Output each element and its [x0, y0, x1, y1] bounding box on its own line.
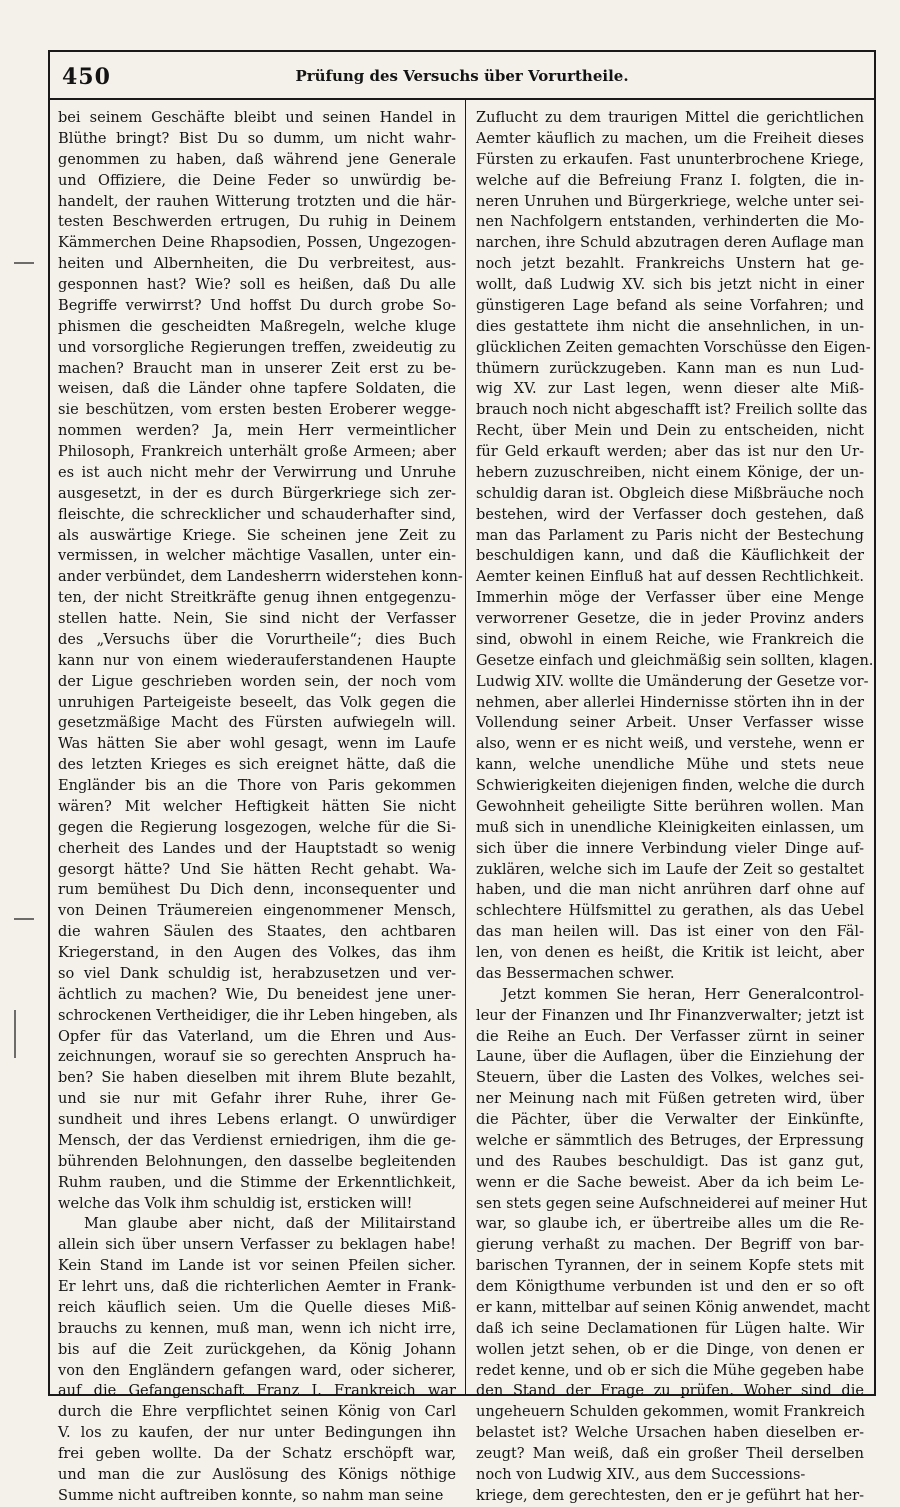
text-line: allein sich über unsern Verfasser zu beklagen habe! — [58, 1236, 456, 1254]
text-line: den Stand der Frage zu prüfen. Woher sind die — [476, 1382, 864, 1400]
text-line: Fürsten zu erkaufen. Fast ununterbrochene Kriege, — [476, 150, 864, 168]
text-line: zeichnungen, worauf sie so gerechten Anspruch ha- — [58, 1048, 456, 1066]
text-line: barischen Tyrannen, der in seinem Kopfe stets mit — [476, 1257, 864, 1275]
text-line: für Geld erkauft werden; aber das ist nur den Ur- — [476, 443, 864, 460]
text-line: schuldig daran ist. Obgleich diese Mißbräuche noch — [476, 484, 864, 502]
text-line: Blüthe bringt? Bist Du so dumm, um nicht wahr- — [58, 129, 456, 147]
text-line: und sie nur mit Gefahr ihrer Ruhe, ihrer Ge- — [58, 1090, 456, 1108]
text-line: welche er sämmtlich des Betruges, der Erpressung — [476, 1131, 864, 1149]
text-line: als auswärtige Kriege. Sie scheinen jene Zeit zu — [58, 526, 456, 544]
text-line: handelt, der rauhen Witterung trotzten und die här- — [58, 192, 456, 210]
text-line: Ludwig XIV. wollte die Umänderung der Gesetze vor- — [476, 672, 869, 690]
text-line: wollen jetzt sehen, ob er die Dinge, von denen er — [476, 1340, 864, 1358]
text-line: stellen hatte. Nein, Sie sind nicht der Verfasser — [58, 610, 456, 627]
text-line: weisen, daß die Länder ohne tapfere Soldaten, die — [58, 380, 456, 398]
text-line: nehmen, aber allerlei Hindernisse störten ihn in der — [476, 693, 864, 711]
text-line: bis auf die Zeit zurückgehen, da König Johann — [58, 1340, 456, 1358]
page-number: 450 — [62, 64, 111, 90]
text-line: kann nur von einem wiederauferstandenen Haupte — [58, 651, 456, 669]
text-line: ausgesetzt, in der es durch Bürgerkriege sich zer- — [58, 484, 456, 502]
text-line: und vorsorgliche Regierungen treffen, zweideutig zu — [58, 338, 456, 356]
text-line: bestehen, wird der Verfasser doch gestehen, daß — [476, 505, 864, 523]
text-line: Kein Stand im Lande ist vor seinen Pfeilen sicher. — [58, 1257, 456, 1275]
text-line: Recht, über Mein und Dein zu entscheiden, nicht — [476, 422, 864, 440]
text-line: also, wenn er es nicht weiß, und verstehe, wenn er — [476, 735, 864, 753]
text-line: gesetzmäßige Macht des Fürsten aufwiegeln will. — [58, 714, 456, 732]
text-line: thümern zurückzugeben. Kann man es nun Lud- — [476, 359, 864, 377]
text-line: welche das Volk ihm schuldig ist, ersticken will! — [58, 1194, 413, 1212]
text-line: Philosoph, Frankreich unterhält große Armeen; aber — [58, 443, 456, 460]
text-line: ungeheuern Schulden gekommen, womit Frankreich — [476, 1403, 866, 1421]
text-line: sen stets gegen seine Aufschneiderei auf meiner Hut — [476, 1194, 868, 1212]
text-line: hebern zuzuschreiben, nicht einem Könige, der un- — [476, 463, 864, 481]
margin-pencil-mark — [14, 918, 34, 920]
text-line: Summe nicht auftreiben konnte, so nahm man seine — [58, 1486, 444, 1504]
text-line: glücklichen Zeiten gemachten Vorschüsse den Eigen- — [476, 338, 871, 356]
text-line: redet kenne, und ob er sich die Mühe gegeben habe — [476, 1361, 864, 1379]
text-line: Gewohnheit geheiligte Sitte berühren wollen. Man — [476, 797, 864, 815]
text-line: Zuflucht zu dem traurigen Mittel die gerichtlichen — [476, 109, 864, 126]
text-line: die Reihe an Euch. Der Verfasser zürnt in seiner — [476, 1027, 864, 1045]
text-line: Aemter käuflich zu machen, um die Freiheit dieses — [476, 129, 864, 147]
text-line: leur der Finanzen und Ihr Finanzverwalter; jetzt ist — [476, 1006, 864, 1024]
text-line: Kriegerstand, in den Augen des Volkes, das ihm — [58, 944, 456, 961]
text-line: kann, welche unendliche Mühe und stets neue — [476, 756, 864, 774]
text-line: ander verbündet, dem Landesherrn widerstehen konn- — [58, 568, 463, 586]
text-line: reich käuflich seien. Um die Quelle dieses Miß- — [58, 1298, 456, 1316]
text-line: sie beschützen, vom ersten besten Eroberer wegge- — [58, 401, 456, 419]
text-line: Ruhm rauben, und die Stimme der Erkenntlichkeit, — [58, 1173, 456, 1191]
text-line: dem Königthume verbunden ist und den er so oft — [476, 1278, 864, 1295]
text-line: brauch noch nicht abgeschafft ist? Freilich sollte das — [476, 401, 868, 419]
text-line: wig XV. zur Last legen, wenn dieser alte Miß- — [476, 380, 864, 398]
text-line: Was hätten Sie aber wohl gesagt, wenn im Laufe — [58, 735, 456, 753]
text-line: noch von Ludwig XIV., aus dem Successions- — [476, 1465, 806, 1483]
text-line: V. los zu kaufen, der nur unter Bedingungen ihn — [58, 1424, 456, 1442]
text-line: welche auf die Befreiung Franz I. folgten, die in- — [476, 171, 864, 189]
text-line: der Ligue geschrieben worden sein, der noch vom — [58, 672, 456, 690]
text-line: die Pächter, über die Verwalter der Einkünfte, — [476, 1111, 864, 1128]
text-line: muß sich in unendliche Kleinigkeiten einlassen, um — [476, 818, 864, 836]
text-line: Opfer für das Vaterland, um die Ehren und Aus- — [58, 1027, 456, 1045]
text-line: wollt, daß Ludwig XV. sich bis jetzt nicht in einer — [476, 276, 864, 293]
text-line: phismen die gescheidten Maßregeln, welche kluge — [58, 317, 456, 335]
text-line: brauchs zu kennen, muß man, wenn ich nicht irre, — [58, 1319, 456, 1337]
text-line: Mensch, der das Verdienst erniedrigen, ihm die ge- — [58, 1131, 456, 1149]
text-line: schlechtere Hülfsmittel zu gerathen, als das Uebel — [476, 902, 864, 920]
text-line: sich über die innere Verbindung vieler Dinge auf- — [476, 839, 864, 857]
text-line: zeugt? Man weiß, daß ein großer Theil derselben — [476, 1445, 864, 1462]
text-line: wenn er die Sache beweist. Aber da ich beim Le- — [476, 1173, 864, 1191]
text-line: dies gestattete ihm nicht die ansehnlichen, in un- — [476, 317, 864, 335]
text-line: schrockenen Vertheidiger, die ihr Leben hingeben, als — [58, 1006, 458, 1024]
text-line: es ist auch nicht mehr der Verwirrung und Unruhe — [58, 463, 456, 481]
text-line: sundheit und ihres Lebens erlangt. O unwürdiger — [58, 1111, 456, 1128]
text-line: genommen zu haben, daß während jene Generale — [58, 150, 456, 168]
text-line: ner Meinung nach mit Füßen getreten wird, über — [476, 1090, 864, 1108]
text-line: fleischte, die schrecklicher und schauderhafter sind, — [58, 505, 456, 523]
page-header — [50, 52, 874, 100]
text-line: vermissen, in welcher mächtige Vasallen, unter ein- — [58, 547, 456, 565]
text-line: Begriffe verwirrst? Und hoffst Du durch grobe So- — [58, 296, 456, 314]
text-line: machen? Braucht man in unserer Zeit erst zu be- — [58, 359, 456, 377]
text-line: cherheit des Landes und der Hauptstadt so wenig — [58, 839, 456, 857]
running-title: Prüfung des Versuchs über Vorurtheile. — [295, 67, 629, 85]
text-line: und Offiziere, die Deine Feder so unwürdig be- — [58, 171, 456, 189]
text-line: unruhigen Parteigeiste beseelt, das Volk gegen die — [58, 693, 456, 711]
text-line: Laune, über die Auflagen, über die Einziehung der — [476, 1048, 864, 1066]
text-line: Gesetze einfach und gleichmäßig sein sollten, klagen. — [476, 651, 874, 669]
text-line: belastet ist? Welche Ursachen haben dieselben er- — [476, 1424, 864, 1442]
text-line: von den Engländern gefangen ward, oder sicherer, — [58, 1361, 456, 1379]
right-column — [476, 108, 874, 1504]
text-line: Immerhin möge der Verfasser über eine Menge — [476, 589, 864, 607]
text-line: testen Beschwerden ertrugen, Du ruhig in Deinem — [58, 213, 456, 231]
text-line: Engländer bis an die Thore von Paris gekommen — [58, 777, 456, 794]
text-line: so viel Dank schuldig ist, herabzusetzen und ver- — [58, 964, 456, 982]
text-line: Man glaube aber nicht, daß der Militairstand — [84, 1215, 456, 1233]
text-line: Vollendung seiner Arbeit. Unser Verfasser wisse — [476, 714, 864, 732]
text-line: des letzten Krieges es sich ereignet hätte, daß die — [58, 756, 456, 774]
text-line: durch die Ehre verpflichtet seinen König von Carl — [58, 1403, 456, 1421]
column-divider — [465, 98, 466, 1394]
text-line: das man heilen will. Das ist einer von den Fäl- — [476, 923, 864, 941]
text-line: verworrener Gesetze, die in jeder Provinz anders — [476, 610, 864, 627]
text-line: gegen die Regierung losgezogen, welche für die Si- — [58, 818, 456, 836]
text-line: noch jetzt bezahlt. Frankreichs Unstern hat ge- — [476, 255, 864, 273]
margin-pencil-mark — [14, 1010, 16, 1058]
text-line: zuklären, welche sich im Laufe der Zeit so gestaltet — [476, 860, 864, 878]
text-line: er kann, mittelbar auf seinen König anwendet, macht — [476, 1298, 870, 1316]
text-line: frei geben wollte. Da der Schatz erschöpft war, — [58, 1445, 456, 1462]
text-line: nen Nachfolgern entstanden, verhinderten die Mo- — [476, 213, 864, 231]
text-line: gesponnen hast? Wie? soll es heißen, daß Du alle — [58, 276, 456, 293]
text-line: und man die zur Auslösung des Königs nöthige — [58, 1465, 456, 1483]
text-line: haben, und die man nicht anrühren darf ohne auf — [476, 881, 864, 899]
text-line: bührenden Belohnungen, den dasselbe begleitenden — [58, 1152, 456, 1170]
text-line: war, so glaube ich, er übertreibe alles um die Re- — [476, 1215, 864, 1233]
text-line: daß ich seine Declamationen für Lügen halte. Wir — [476, 1319, 864, 1337]
text-line: neren Unruhen und Bürgerkriege, welche unter sei- — [476, 192, 864, 210]
margin-pencil-mark — [14, 262, 34, 264]
text-line: nommen werden? Ja, mein Herr vermeintlicher — [58, 422, 456, 440]
text-line: gierung verhaßt zu machen. Der Begriff von bar- — [476, 1236, 864, 1254]
text-line: günstigeren Lage befand als seine Vorfahren; und — [476, 296, 864, 314]
text-line: narchen, ihre Schuld abzutragen deren Auflage man — [476, 234, 864, 252]
text-line: man das Parlament zu Paris nicht der Bestechung — [476, 526, 864, 544]
text-line: von Deinen Träumereien eingenommener Mensch, — [58, 902, 456, 920]
text-line: Er lehrt uns, daß die richterlichen Aemter in Frank- — [58, 1278, 456, 1295]
text-line: Schwierigkeiten diejenigen finden, welche die durch — [476, 777, 865, 794]
text-line: und des Raubes beschuldigt. Das ist ganz gut, — [476, 1152, 864, 1170]
text-line: Aemter keinen Einfluß hat auf dessen Rechtlichkeit. — [476, 568, 864, 586]
text-line: das Bessermachen schwer. — [476, 964, 675, 982]
left-column — [58, 108, 463, 1504]
text-line: ächtlich zu machen? Wie, Du beneidest jene uner- — [58, 985, 456, 1003]
text-line: wären? Mit welcher Heftigkeit hätten Sie nicht — [58, 797, 456, 815]
book-page — [48, 50, 876, 1504]
text-line: Steuern, über die Lasten des Volkes, welches sei- — [476, 1069, 864, 1087]
text-line: kriege, dem gerechtesten, den er je geführt hat her- — [476, 1486, 864, 1504]
text-line: beschuldigen kann, und daß die Käuflichkeit der — [476, 547, 864, 565]
text-line: auf die Gefangenschaft Franz I. Frankreich war — [58, 1382, 456, 1400]
text-line: bei seinem Geschäfte bleibt und seinen Handel in — [58, 109, 456, 126]
text-line: gesorgt hätte? Und Sie hätten Recht gehabt. Wa- — [58, 860, 456, 878]
text-line: Kämmerchen Deine Rhapsodien, Possen, Ungezogen- — [58, 234, 456, 252]
text-line: Jetzt kommen Sie heran, Herr Generalcontrol- — [502, 985, 864, 1003]
text-line: ten, der nicht Streitkräfte genug ihnen entgegenzu- — [58, 589, 456, 607]
text-line: die wahren Säulen des Staates, den achtbaren — [58, 923, 456, 941]
text-line: ben? Sie haben dieselben mit ihrem Blute bezahlt, — [58, 1069, 456, 1087]
text-line: heiten und Albernheiten, die Du verbreitest, aus- — [58, 255, 456, 273]
text-line: rum bemühest Du Dich denn, inconsequenter und — [58, 881, 456, 899]
text-line: des „Versuchs über die Vorurtheile“; dies Buch — [58, 630, 456, 648]
text-line: sind, obwohl in einem Reiche, wie Frankreich die — [476, 630, 864, 648]
text-line: len, von denen es heißt, die Kritik ist leicht, aber — [476, 944, 864, 961]
